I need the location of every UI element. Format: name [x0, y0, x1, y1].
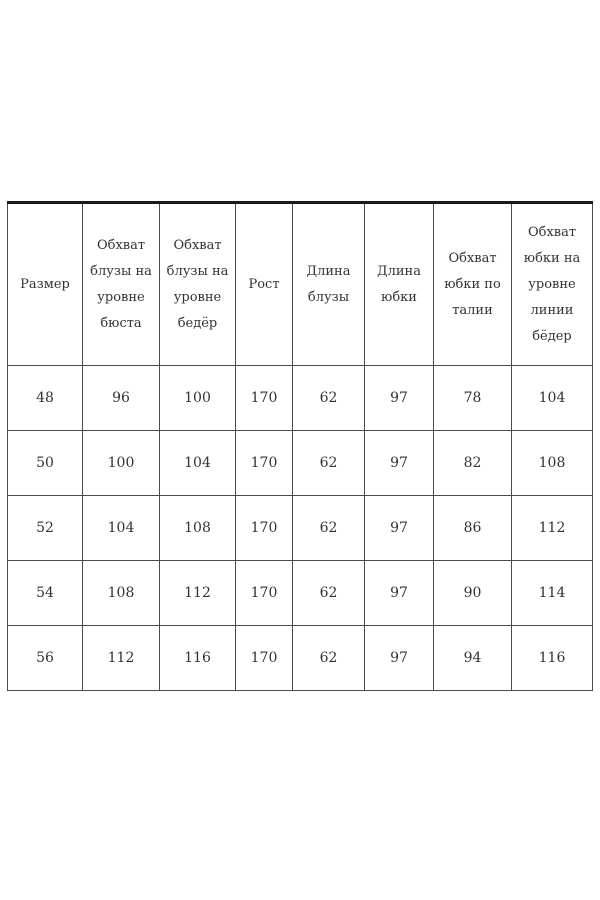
size-chart-table — [7, 201, 593, 691]
table-cell: 104 — [83, 496, 160, 561]
table-row — [8, 496, 593, 561]
table-cell: 90 — [434, 561, 512, 626]
header-cell-skirt-length — [365, 203, 434, 366]
table-row — [8, 626, 593, 691]
table-cell: 62 — [293, 496, 365, 561]
header-label: Обхват юбки по талии — [444, 250, 501, 318]
table-cell: 170 — [236, 626, 293, 691]
table-cell: 97 — [365, 431, 434, 496]
header-label: Рост — [248, 276, 280, 292]
table-cell: 62 — [293, 561, 365, 626]
table-cell: 97 — [365, 561, 434, 626]
header-cell-blouse-length — [293, 203, 365, 366]
header-label: Размер — [20, 276, 70, 292]
table-cell: 52 — [8, 496, 83, 561]
table-cell: 170 — [236, 561, 293, 626]
table-cell: 112 — [512, 496, 593, 561]
table-cell: 50 — [8, 431, 83, 496]
table-body — [8, 366, 593, 691]
header-cell-blouse-hips — [160, 203, 236, 366]
header-row — [8, 203, 593, 366]
table-cell: 108 — [512, 431, 593, 496]
header-cell-skirt-waist — [434, 203, 512, 366]
header-label: Обхват блузы на уровне бюста — [90, 237, 152, 331]
table-cell: 108 — [160, 496, 236, 561]
table-cell: 97 — [365, 496, 434, 561]
table-cell: 97 — [365, 626, 434, 691]
table-cell: 108 — [83, 561, 160, 626]
table-cell: 170 — [236, 431, 293, 496]
table-cell: 116 — [160, 626, 236, 691]
table-cell: 112 — [160, 561, 236, 626]
table-cell: 100 — [160, 366, 236, 431]
table-cell: 170 — [236, 366, 293, 431]
header-label: Длина юбки — [377, 263, 421, 305]
table-cell: 78 — [434, 366, 512, 431]
table-cell: 97 — [365, 366, 434, 431]
table-cell: 96 — [83, 366, 160, 431]
table-cell: 54 — [8, 561, 83, 626]
table-cell: 86 — [434, 496, 512, 561]
header-cell-size — [8, 203, 83, 366]
header-label: Длина блузы — [306, 263, 351, 305]
table-cell: 112 — [83, 626, 160, 691]
table-cell: 94 — [434, 626, 512, 691]
table-cell: 62 — [293, 626, 365, 691]
header-cell-height — [236, 203, 293, 366]
table-row — [8, 366, 593, 431]
table-cell: 170 — [236, 496, 293, 561]
table-row — [8, 431, 593, 496]
table-cell: 116 — [512, 626, 593, 691]
header-cell-skirt-hips — [512, 203, 593, 366]
table-cell: 114 — [512, 561, 593, 626]
header-label: Обхват блузы на уровне бедёр — [166, 237, 229, 331]
table-cell: 104 — [512, 366, 593, 431]
table-cell: 62 — [293, 366, 365, 431]
table-header — [8, 203, 593, 366]
table-cell: 48 — [8, 366, 83, 431]
header-label: Обхват юбки на уровне линии бёдер — [523, 224, 581, 344]
header-cell-blouse-bust — [83, 203, 160, 366]
table-cell: 104 — [160, 431, 236, 496]
table-cell: 62 — [293, 431, 365, 496]
table-cell: 56 — [8, 626, 83, 691]
table-row — [8, 561, 593, 626]
table-cell: 82 — [434, 431, 512, 496]
table-cell: 100 — [83, 431, 160, 496]
